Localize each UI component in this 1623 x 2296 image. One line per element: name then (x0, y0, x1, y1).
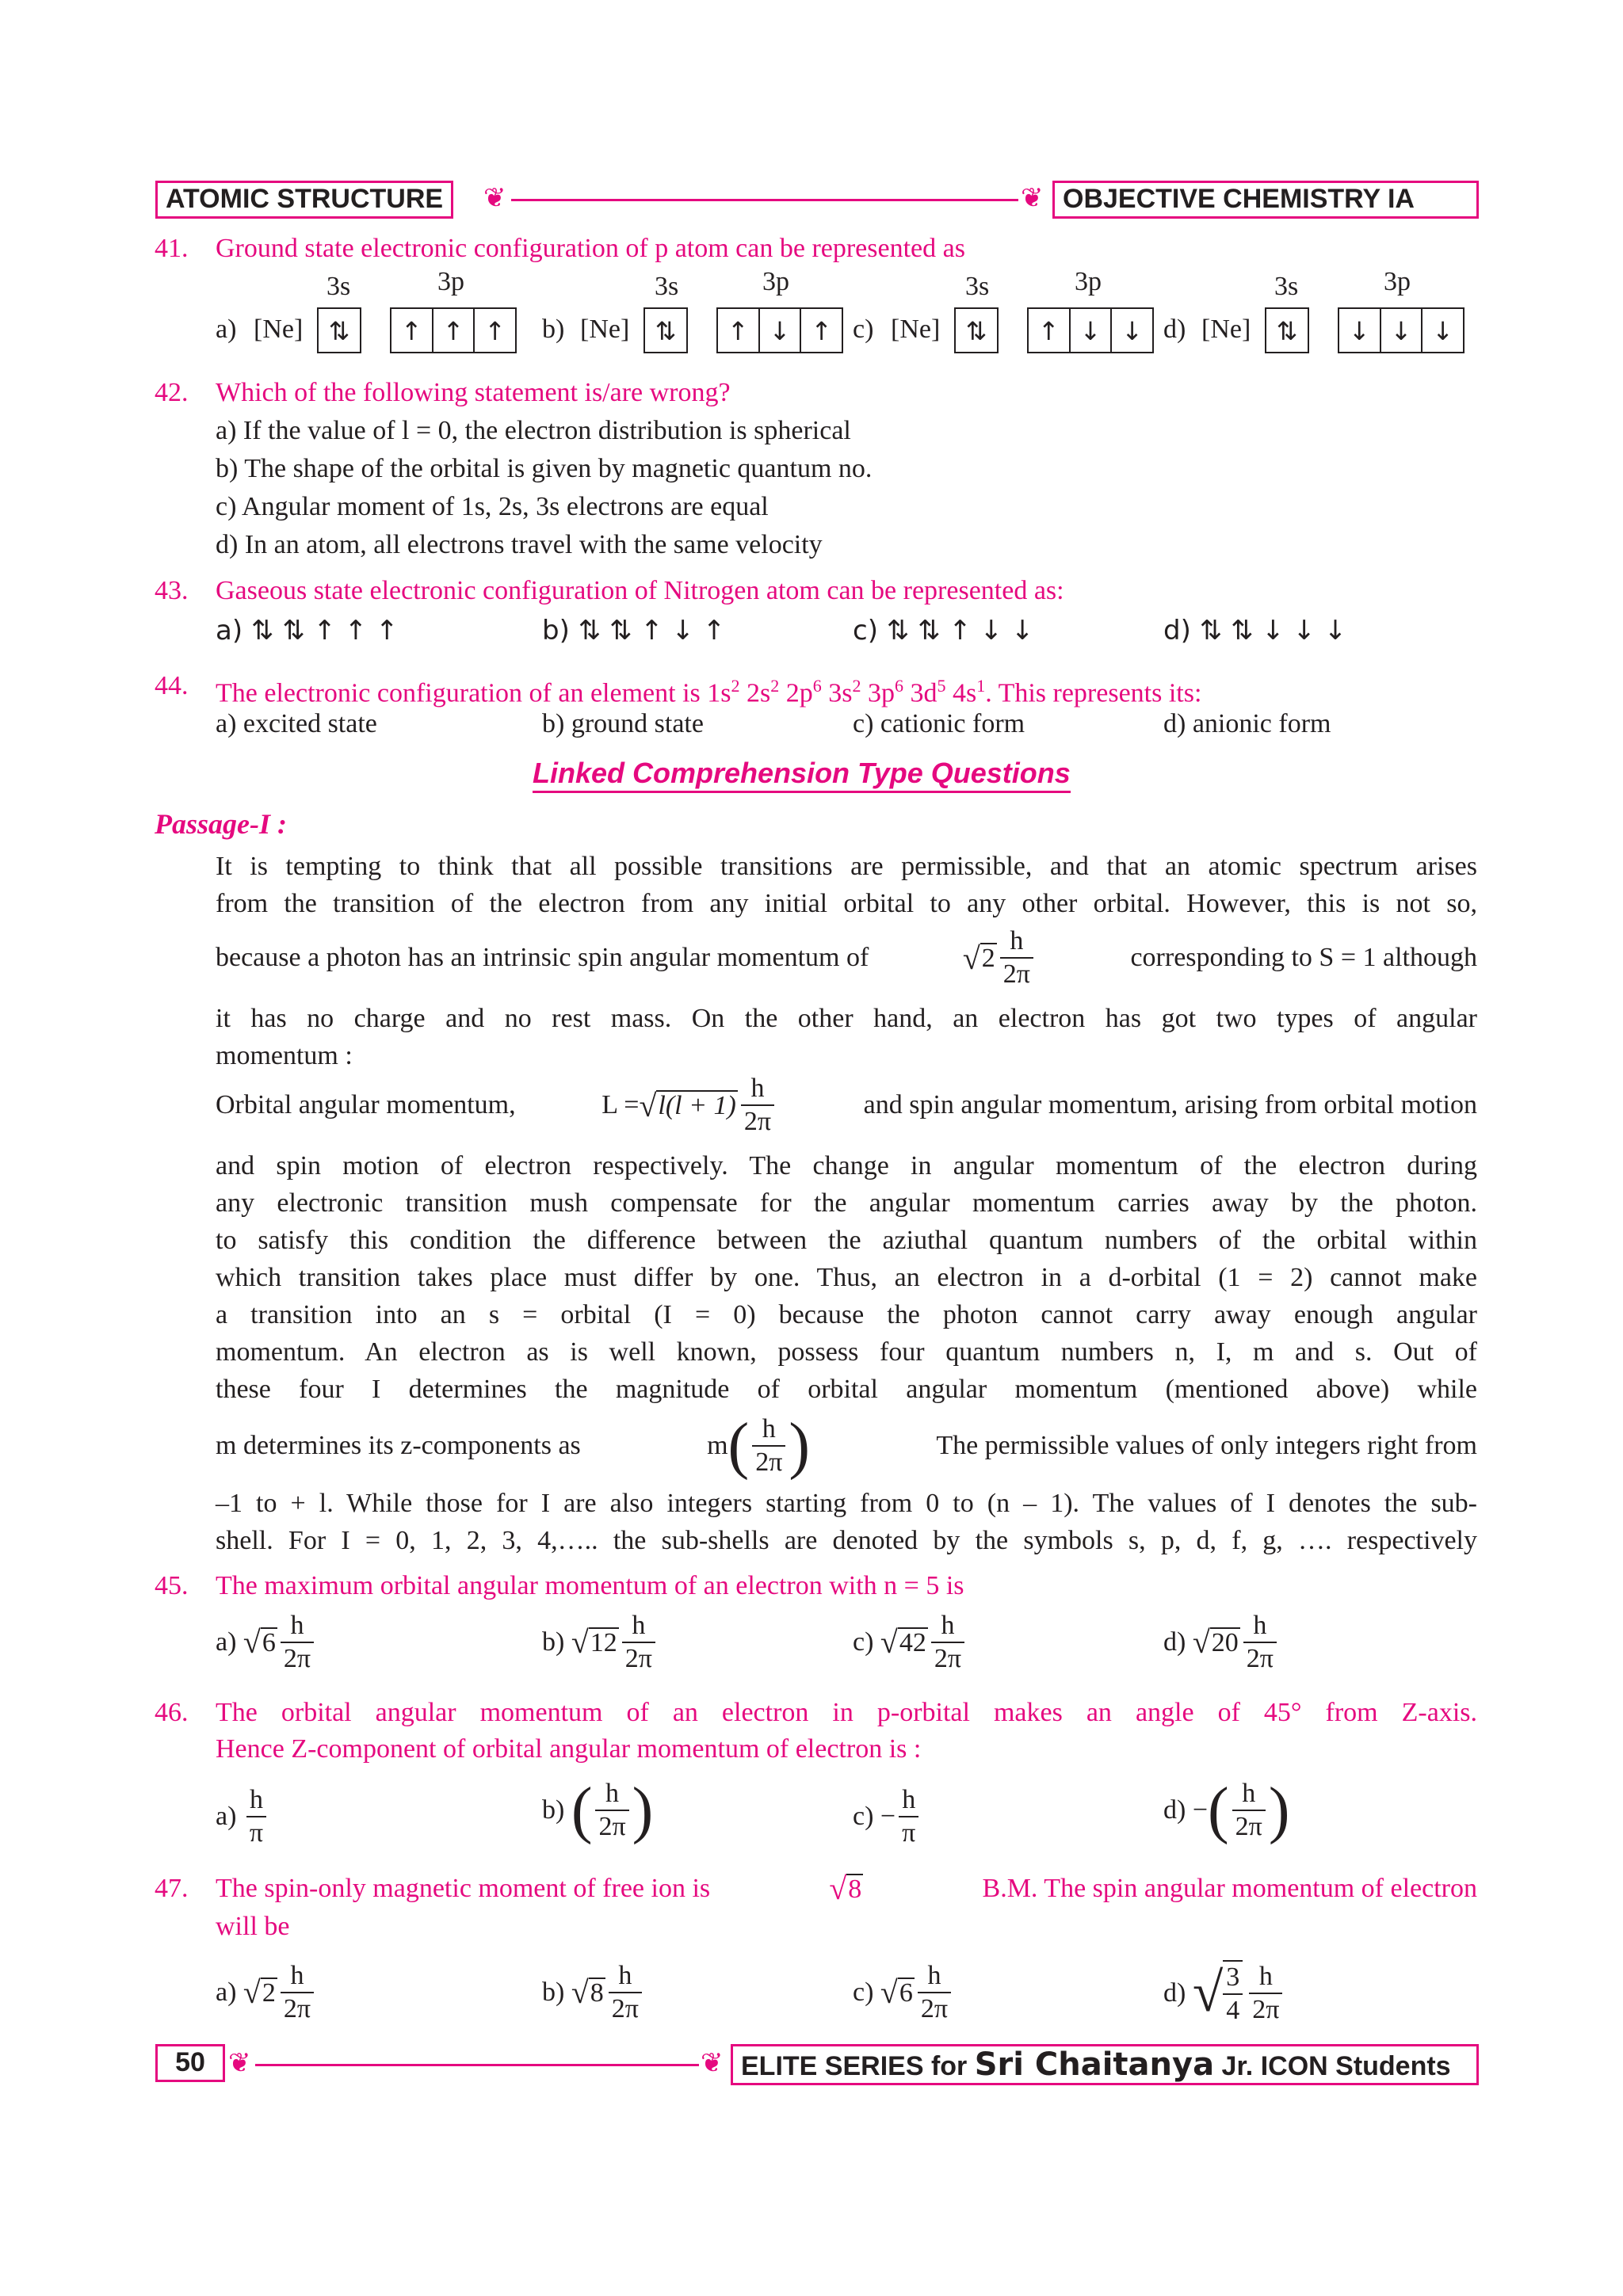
option-d: d) anionic form (1163, 709, 1331, 738)
option-a: a) √ 2 $\frac{h}{2\pi}$ (216, 1960, 317, 2025)
header-book-title: OBJECTIVE CHEMISTRY IA (1052, 181, 1479, 219)
question-number: 44. (155, 671, 189, 700)
orbital-box-3s: ⇅ (317, 307, 361, 353)
question-text: The maximum orbital angular momentum of an electron with n = 5 is (216, 1571, 964, 1600)
orbital-label-3s: 3s (1274, 272, 1299, 301)
footer-series-title: ELITE SERIES for Sri Chaitanya Jr. ICON Students (731, 2044, 1479, 2085)
core-config: [Ne] (1201, 315, 1251, 344)
question-text: Gaseous state electronic configuration of Nitrogen atom can be represented as: (216, 576, 1064, 605)
question-number: 41. (155, 234, 189, 263)
orbital-box-3s: ⇅ (954, 307, 999, 353)
option-b: b) ground state (542, 709, 704, 738)
option-d: d) − ( $\frac{h}{2\pi}$ ) (1163, 1775, 1290, 1845)
question-number: 46. (155, 1698, 189, 1727)
ornament-icon: ❦ (483, 182, 506, 214)
orbital-label-3s: 3s (965, 272, 990, 301)
core-config: [Ne] (254, 315, 304, 344)
option-c: c) Angular moment of 1s, 2s, 3s electrons are equal (216, 492, 769, 521)
ornament-icon: ❦ (1021, 182, 1044, 214)
passage-text: and spin motion of electron respectively. The change in angular momentum of the electron during any electronic transition mush compensate for the angular momentum carries away by the photon. to satisfy this condition the difference between the aziuthal quantum numbers of the orbital within which transition takes place must differ by one. Thus, an electron in a d-orbital (1 = 2) cannot make a transition into an s = orbital (I = 0) because the photon cannot carry away enough angular momentum. An electron as is well known, possess four quantum numbers n, I, m and s. Out of these four I determines the magnitude of orbital angular momentum (mentioned above) while (216, 1151, 1477, 1404)
formula-photon-spin: √ 2 $\frac{h}{2\pi}$ (963, 925, 1037, 990)
option-d: d) √ $\frac{3}{4}$ $\frac{h}{2\pi}$ (1163, 1960, 1285, 2027)
orbital-box-3p: ↑ ↑ ↑ (390, 307, 517, 353)
question-text: Ground state electronic configuration of p atom can be represented as (216, 234, 965, 263)
option-d: d) ⇅ ⇅ ↓ ↓ ↓ (1163, 615, 1347, 646)
ornament-icon: ❦ (228, 2047, 251, 2079)
passage-line-14: m determines its z-components as m ( $\frac{h}{2\pi}$ ) The permissible values of only integers right from (216, 1411, 1477, 1481)
ornament-icon: ❦ (701, 2047, 724, 2079)
orbital-box-3s: ⇅ (643, 307, 688, 353)
question-text: The orbital angular momentum of an electron in p-orbital makes an angle of 45° from Z-axis. (216, 1698, 1477, 1727)
core-config: [Ne] (891, 315, 941, 344)
passage-text: it has no charge and no rest mass. On the other hand, an electron has got two types of angular momentum : (216, 1004, 1477, 1070)
question-number: 42. (155, 378, 189, 407)
option-a: a) √ 6 $\frac{h}{2\pi}$ (216, 1610, 317, 1675)
orbital-label-3p: 3p (762, 267, 789, 296)
orbital-label-3p: 3p (437, 267, 464, 296)
question-number: 45. (155, 1571, 189, 1600)
option-d: d) In an atom, all electrons travel with the same velocity (216, 530, 823, 559)
orbital-label-3p: 3p (1384, 267, 1411, 296)
brand-name: Sri Chaitanya (974, 2046, 1215, 2083)
option-label: c) (853, 315, 874, 344)
orbital-label-3p: 3p (1075, 267, 1102, 296)
option-c: c) √ 42 $\frac{h}{2\pi}$ (853, 1610, 968, 1675)
option-label: d) (1163, 315, 1186, 344)
option-c: c) − $\frac{h}{\pi}$ (853, 1784, 922, 1849)
page-number: 50 (155, 2044, 225, 2082)
orbital-box-3p: ↓ ↓ ↓ (1338, 307, 1465, 353)
option-a: a) ⇅ ⇅ ↑ ↑ ↑ (216, 615, 399, 646)
passage-line-3: because a photon has an intrinsic spin angular momentum of √ 2 $\frac{h}{2\pi}$ corresponding to S = 1 although (216, 926, 1477, 989)
orbital-box-3p: ↑ ↓ ↓ (1027, 307, 1154, 353)
option-a: a) If the value of l = 0, the electron distribution is spherical (216, 416, 851, 445)
option-c: c) √ 6 $\frac{h}{2\pi}$ (853, 1960, 954, 2025)
question-text: Which of the following statement is/are wrong? (216, 378, 731, 407)
option-b: b) ( $\frac{h}{2\pi}$ ) (542, 1775, 654, 1845)
passage-line-6: Orbital angular momentum, L = √ l(l + 1) $\frac{h}{2\pi}$ and spin angular momentum, arising from orbital motion (216, 1074, 1477, 1136)
section-title: Linked Comprehension Type Questions (533, 756, 1071, 793)
orbital-box-3s: ⇅ (1265, 307, 1309, 353)
footer-rule (255, 2064, 699, 2066)
orbital-label-3s: 3s (655, 272, 679, 301)
option-label: a) (216, 315, 237, 344)
option-c: c) ⇅ ⇅ ↑ ↓ ↓ (853, 615, 1034, 646)
option-d: d) √ 20 $\frac{h}{2\pi}$ (1163, 1610, 1280, 1675)
orbital-label-3s: 3s (327, 272, 351, 301)
option-a: a) excited state (216, 709, 377, 738)
formula-orbital-momentum: L = √ l(l + 1) $\frac{h}{2\pi}$ (601, 1073, 777, 1138)
header-chapter-title (155, 181, 453, 219)
orbital-box-3p: ↑ ↓ ↑ (716, 307, 843, 353)
passage-text: It is tempting to think that all possible transitions are permissible, and that an atomic spectrum arises from the transition of the electron from any initial orbital to any other orbital. However, this is not so, (216, 852, 1477, 918)
option-b: b) √ 12 $\frac{h}{2\pi}$ (542, 1610, 659, 1675)
passage-text: –1 to + l. While those for I are also integers starting from 0 to (n – 1). The values of I denotes the sub- shell. For I = 0, 1, 2, 3, 4,….. the sub-shells are denoted by the symbols s, p, d, f, g, …. respectively (216, 1489, 1477, 1555)
option-b: b) √ 8 $\frac{h}{2\pi}$ (542, 1960, 645, 2025)
question-number: 43. (155, 576, 189, 605)
option-b: b) ⇅ ⇅ ↑ ↓ ↑ (542, 615, 726, 646)
question-number: 47. (155, 1874, 189, 1903)
question-text: The spin-only magnetic moment of free ion is √ 8 B.M. The spin angular momentum of electron (216, 1871, 1477, 1906)
option-c: c) cationic form (853, 709, 1025, 738)
header-chapter-title-text: ATOMIC STRUCTURE (166, 184, 444, 214)
option-a: a) $\frac{h}{\pi}$ (216, 1784, 269, 1849)
core-config: [Ne] (580, 315, 630, 344)
formula-z-component: m ( $\frac{h}{2\pi}$ ) (707, 1411, 810, 1481)
question-text: The electronic configuration of an element is $1s^2$ $2s^2$ $2p^6$ $3s^2$ $3p^6$ $3d^5$ $4s^1$. This represents its: (216, 676, 1202, 708)
option-b: b) The shape of the orbital is given by magnetic quantum no. (216, 454, 873, 483)
header-rule (511, 199, 1018, 201)
passage-label: Passage-I : (155, 808, 287, 840)
option-label: b) (542, 315, 565, 344)
